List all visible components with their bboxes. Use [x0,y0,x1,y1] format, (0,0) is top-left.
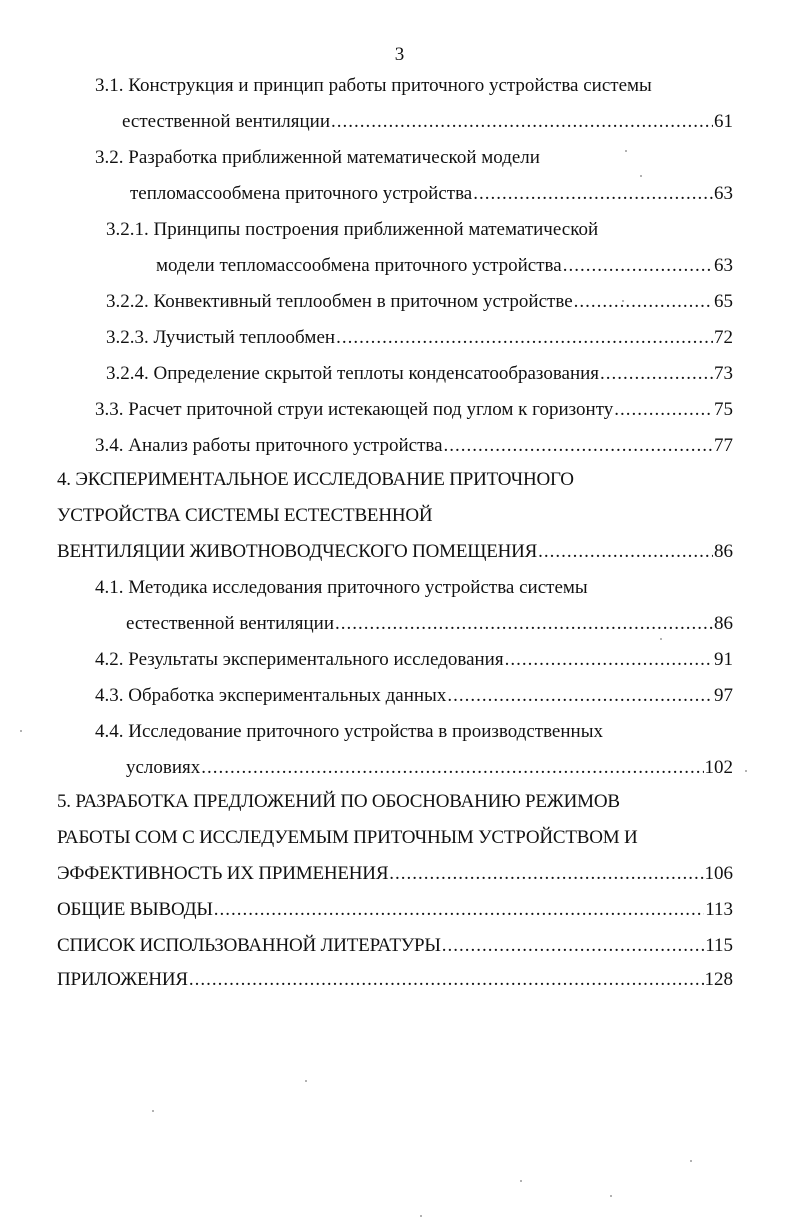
scan-speck [420,1215,422,1217]
page-number: 3 [394,44,405,65]
dot-leader [214,899,705,921]
toc-entry-5-l1 [57,791,620,819]
toc-entry-title: 3.2.4. Определение скрытой теплоты конденсатообразования [106,363,600,384]
dot-leader [538,541,713,563]
dot-leader [600,363,713,385]
toc-entry-4-3 [95,685,733,713]
toc-entry-3-1-l2 [122,111,733,139]
toc-entry-title: СПИСОК ИСПОЛЬЗОВАННОЙ ЛИТЕРАТУРЫ [57,935,441,956]
toc-page-number: 65 [714,291,733,312]
toc-page-number: 128 [704,969,733,990]
toc-entry-title: 3.2.3. Лучистый теплообмен [106,327,336,348]
dot-leader [335,613,713,635]
toc-entry-4-4-l1 [95,721,603,749]
toc-entry-3-4 [95,435,733,463]
scan-speck [20,730,22,732]
dot-leader [614,399,713,421]
toc-entry-3-2-l2 [130,183,733,211]
toc-entry-title: 4.4. Исследование приточного устройства в производственных [95,721,603,742]
toc-entry-title: ЭФФЕКТИВНОСТЬ ИХ ПРИМЕНЕНИЯ [57,863,389,884]
toc-page-number: 113 [705,899,733,920]
scan-speck [305,1080,307,1082]
toc-entry-title: 5. РАЗРАБОТКА ПРЕДЛОЖЕНИЙ ПО ОБОСНОВАНИЮ РЕЖИМОВ [57,791,620,812]
toc-page-number: 61 [714,111,733,132]
toc-entry-title: ПРИЛОЖЕНИЯ [57,969,188,990]
toc-entry-3-1-l1 [95,75,652,103]
toc-entry-title: естественной вентиляции [122,111,330,132]
toc-entry-title: 4. ЭКСПЕРИМЕНТАЛЬНОЕ ИССЛЕДОВАНИЕ ПРИТОЧНОГО [57,469,574,490]
scan-speck [690,1160,692,1162]
toc-entry-3-2-2 [106,291,733,319]
toc-entry-3-2-4 [106,363,733,391]
toc-entry-title: 3.2.1. Принципы построения приближенной математической [106,219,599,240]
dot-leader [574,291,713,313]
dot-leader [189,969,704,991]
scan-speck [152,1110,154,1112]
toc-entry-title: условиях [126,757,201,778]
toc-entry-4-l1 [57,469,574,497]
toc-entry-4-2 [95,649,733,677]
dot-leader [201,757,703,779]
toc-page-number: 77 [714,435,733,456]
toc-entry-3-2-1-l2 [156,255,733,283]
toc-page-number: 75 [714,399,733,420]
dot-leader [563,255,713,277]
toc-entry-title: тепломассообмена приточного устройства [130,183,473,204]
dot-leader [389,863,703,885]
toc-entry-title: 3.2.2. Конвективный теплообмен в приточном устройстве [106,291,573,312]
toc-page-number: 73 [714,363,733,384]
toc-page-number: 102 [704,757,733,778]
dot-leader [444,435,713,457]
scan-speck [640,175,642,177]
toc-page-number: 97 [714,685,733,706]
scan-speck [660,638,662,640]
toc-entry-title: ОБЩИЕ ВЫВОДЫ [57,899,213,920]
toc-page-number: 86 [714,541,733,562]
toc-entry-title: 4.1. Методика исследования приточного устройства системы [95,577,588,598]
toc-entry-title: естественной вентиляции [126,613,334,634]
toc-entry-3-3 [95,399,733,427]
scan-speck [745,770,747,772]
toc-entry-title: 3.3. Расчет приточной струи истекающей под углом к горизонту [95,399,614,420]
toc-page-number: 106 [704,863,733,884]
dot-leader [331,111,713,133]
toc-entry-5-l2 [57,827,638,855]
toc-entry-3-2-1-l1 [106,219,598,247]
dot-leader [473,183,713,205]
toc-entry-5-l3 [57,863,733,891]
toc-entry-4-4-l2 [126,757,733,785]
dot-leader [505,649,713,671]
toc-entry-title: 3.1. Конструкция и принцип работы приточного устройства системы [95,75,652,96]
toc-page-number: 63 [714,255,733,276]
toc-entry-title: РАБОТЫ СОМ С ИССЛЕДУЕМЫМ ПРИТОЧНЫМ УСТРОЙСТВОМ И [57,827,638,848]
toc-entry-4-l3 [57,541,733,569]
toc-page-number: 86 [714,613,733,634]
toc-entry-3-2-l1 [95,147,540,175]
toc-page-number: 91 [714,649,733,670]
toc-entry-conclusions [57,899,733,927]
toc-entry-references [57,935,733,963]
dot-leader [447,685,713,707]
toc-entry-title: 3.2. Разработка приближенной математической модели [95,147,540,168]
toc-entry-title: 4.2. Результаты экспериментального исследования [95,649,504,670]
toc-entry-3-2-3 [106,327,733,355]
toc-entry-title: модели тепломассообмена приточного устройства [156,255,562,276]
toc-entry-title: 4.3. Обработка экспериментальных данных [95,685,447,706]
toc-entry-4-1-l2 [126,613,733,641]
scan-speck [520,1180,522,1182]
toc-entry-4-l2 [57,505,432,533]
toc-entry-4-1-l1 [95,577,588,605]
toc-entry-title: 3.4. Анализ работы приточного устройства [95,435,443,456]
scan-speck [610,1195,612,1197]
scan-speck [625,150,627,152]
scan-speck [622,300,624,302]
toc-entry-title: УСТРОЙСТВА СИСТЕМЫ ЕСТЕСТВЕННОЙ [57,505,433,526]
toc-entry-appendices [57,969,733,997]
dot-leader [442,935,704,957]
toc-entry-title: ВЕНТИЛЯЦИИ ЖИВОТНОВОДЧЕСКОГО ПОМЕЩЕНИЯ [57,541,538,562]
toc-page-number: 115 [705,935,733,956]
toc-page-number: 72 [714,327,733,348]
dot-leader [336,327,713,349]
toc-page-number: 63 [714,183,733,204]
